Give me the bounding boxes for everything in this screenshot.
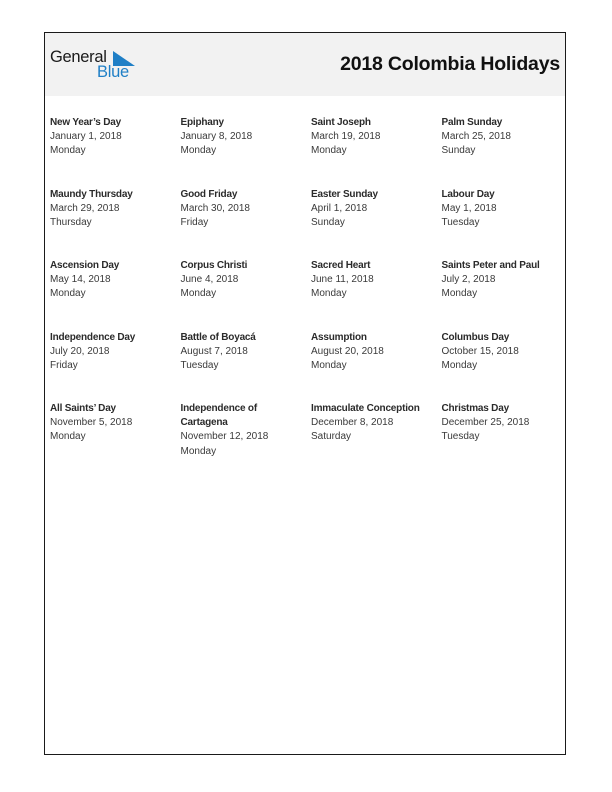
holiday-weekday: Monday — [441, 288, 478, 300]
holiday-date: March 25, 2018 — [441, 131, 511, 143]
holiday-weekday: Monday — [441, 359, 478, 371]
holiday-name: Christmas Day — [441, 403, 509, 414]
holiday-weekday: Friday — [50, 359, 78, 371]
holiday-entry — [442, 259, 570, 331]
holiday-entry — [442, 188, 570, 260]
holiday-date: March 29, 2018 — [50, 202, 120, 214]
holiday-date: May 1, 2018 — [441, 202, 497, 214]
holiday-entry — [181, 116, 312, 188]
holiday-date: August 7, 2018 — [180, 345, 248, 357]
holiday-name: Columbus Day — [441, 331, 510, 343]
holiday-name: Battle of Boyacá — [180, 331, 256, 343]
general-blue-logo — [50, 48, 140, 82]
holiday-date: November 12, 2018 — [180, 431, 269, 443]
holiday-name: Epiphany — [180, 117, 224, 128]
holiday-weekday: Sunday — [441, 145, 476, 157]
holiday-weekday: Monday — [180, 145, 217, 157]
holiday-date: March 30, 2018 — [180, 202, 250, 214]
holiday-entry — [442, 402, 570, 474]
holiday-name: Palm Sunday — [441, 117, 503, 128]
holiday-entry — [50, 116, 181, 188]
holiday-name: New Year’s Day — [50, 117, 121, 128]
holiday-date: December 8, 2018 — [311, 417, 394, 429]
holiday-date: June 4, 2018 — [180, 274, 239, 286]
holiday-date: April 1, 2018 — [311, 202, 368, 214]
holiday-entry — [311, 259, 442, 331]
holiday-weekday: Monday — [311, 145, 347, 157]
holiday-entry — [181, 331, 312, 403]
holiday-name: Immaculate Conception — [311, 403, 420, 414]
holiday-date: November 5, 2018 — [50, 417, 133, 429]
holiday-date: October 15, 2018 — [441, 345, 519, 357]
holiday-weekday: Monday — [311, 288, 347, 300]
holiday-date: August 20, 2018 — [311, 345, 384, 357]
holiday-weekday: Monday — [50, 145, 86, 157]
holiday-list — [50, 116, 570, 474]
holiday-date: January 8, 2018 — [180, 131, 253, 143]
holiday-weekday: Tuesday — [441, 216, 480, 228]
holiday-entry — [181, 259, 312, 331]
holiday-entry — [311, 402, 442, 474]
holiday-name: Corpus Christi — [180, 260, 248, 271]
holiday-name: Sacred Heart — [311, 260, 371, 271]
holiday-entry — [50, 402, 181, 474]
holiday-entry — [311, 188, 442, 260]
holiday-name: Labour Day — [441, 188, 495, 200]
holiday-weekday: Monday — [180, 445, 217, 457]
holiday-name: Saints Peter and Paul — [441, 260, 540, 271]
holiday-name: Maundy Thursday — [50, 188, 133, 200]
holiday-date: May 14, 2018 — [50, 274, 111, 286]
holiday-date: July 20, 2018 — [50, 345, 110, 357]
holiday-weekday: Monday — [311, 359, 347, 371]
holiday-date: July 2, 2018 — [441, 274, 496, 286]
holiday-weekday: Tuesday — [441, 431, 480, 443]
holiday-weekday: Sunday — [311, 216, 345, 228]
holiday-date: March 19, 2018 — [311, 131, 381, 143]
holiday-entry — [50, 331, 181, 403]
header — [45, 33, 565, 96]
holiday-name: Independence Day — [50, 331, 136, 343]
logo-general-text: General — [50, 48, 107, 66]
holiday-entry — [442, 116, 570, 188]
holiday-weekday: Friday — [180, 216, 209, 228]
holiday-date: January 1, 2018 — [50, 131, 122, 143]
holiday-weekday: Monday — [50, 288, 86, 300]
holiday-name: Independence of Cartagena — [180, 403, 257, 429]
page-title: 2018 Colombia Holidays — [340, 53, 560, 75]
holiday-date: December 25, 2018 — [441, 417, 530, 429]
holiday-name: Easter Sunday — [311, 188, 378, 200]
holiday-date: June 11, 2018 — [311, 274, 374, 286]
holiday-name: Ascension Day — [50, 260, 120, 271]
holiday-weekday: Saturday — [311, 431, 352, 443]
holiday-entry — [311, 331, 442, 403]
holiday-weekday: Thursday — [50, 216, 92, 228]
logo-blue-text: Blue — [97, 63, 129, 81]
holiday-name: Saint Joseph — [311, 117, 371, 128]
holiday-name: Good Friday — [180, 188, 238, 200]
holiday-weekday: Monday — [50, 431, 86, 443]
holiday-entry — [442, 331, 570, 403]
holiday-weekday: Monday — [180, 288, 217, 300]
holiday-entry — [311, 116, 442, 188]
holiday-name: Assumption — [311, 331, 367, 343]
page-frame — [44, 32, 566, 755]
holiday-entry — [50, 259, 181, 331]
holiday-entry — [181, 188, 312, 260]
holiday-entry — [50, 188, 181, 260]
holiday-entry — [181, 402, 312, 474]
holiday-weekday: Tuesday — [180, 359, 219, 371]
holiday-name: All Saints’ Day — [50, 403, 116, 414]
